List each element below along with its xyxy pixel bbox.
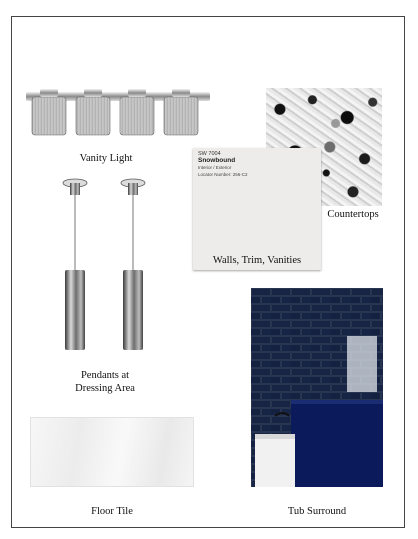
floor-tile-caption: Floor Tile (91, 506, 133, 517)
paint-name: Snowbound (198, 157, 236, 164)
pendants-caption-line1: Pendants at (80, 370, 130, 381)
tub-surround-image (251, 288, 383, 487)
pendant-light-image (57, 178, 93, 353)
paint-code: SW 7004 (198, 151, 221, 157)
paint-use: Interior / Exterior (198, 165, 232, 170)
paint-chip-caption: Walls, Trim, Vanities (212, 255, 302, 266)
pendants-caption (50, 369, 160, 395)
pendant-light-image (115, 178, 151, 353)
countertops-caption: Countertops (327, 209, 379, 220)
floor-tile-image (30, 417, 194, 487)
vanity-light-caption: Vanity Light (79, 153, 133, 164)
paint-chip (193, 148, 321, 270)
vanity-light-image (26, 87, 210, 139)
paint-locator: Locator Number: 256-C2 (198, 172, 248, 177)
tub-surround-caption: Tub Surround (287, 506, 347, 517)
pendants-caption-line2: Dressing Area (75, 383, 135, 394)
